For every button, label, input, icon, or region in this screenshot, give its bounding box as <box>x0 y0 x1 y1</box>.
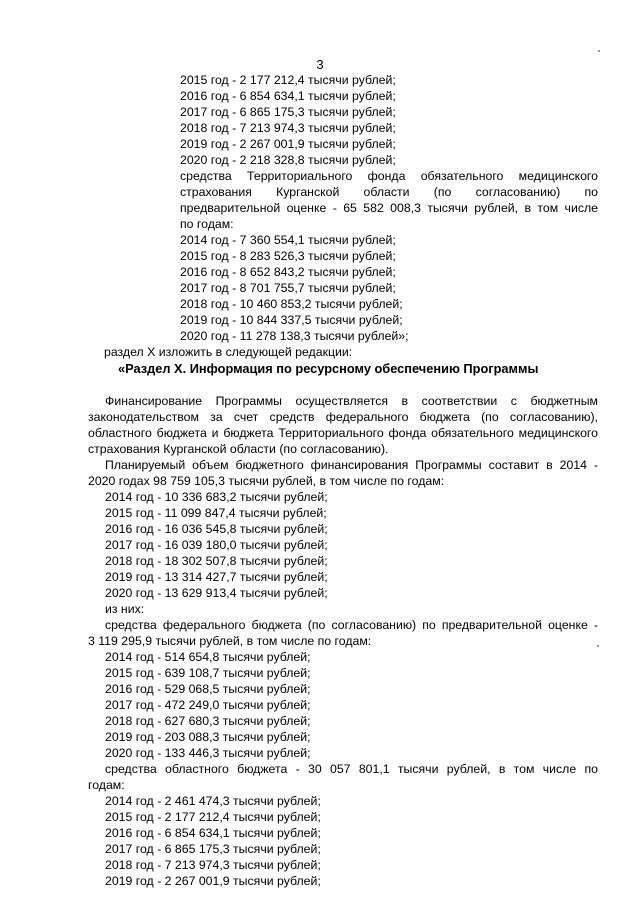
page-number: 3 <box>316 57 324 72</box>
list-item: 2019 год - 13 314 427,7 тысячи рублей; <box>105 570 328 584</box>
list-item: 2018 год - 18 302 507,8 тысячи рублей; <box>105 554 328 568</box>
scan-speck <box>598 50 600 52</box>
list-item: 2014 год - 2 461 474,3 тысячи рублей; <box>105 794 321 808</box>
section-title: «Раздел X. Информация по ресурсному обеспечению Программы <box>118 361 539 376</box>
para2-line: 2020 годах 98 759 105,3 тысячи рублей, в том числе по годам: <box>88 474 445 488</box>
federal-para-line: 3 119 295,9 тысячи рублей, в том числе по годам: <box>88 634 372 648</box>
para1-line: областного бюджета и бюджета Территориального фонда обязательного медицинского <box>88 426 598 440</box>
list-item: 2016 год - 16 036 545,8 тысячи рублей; <box>105 522 328 536</box>
list-item: 2019 год - 2 267 001,9 тысячи рублей; <box>105 874 321 888</box>
list-item: 2017 год - 472 249,0 тысячи рублей; <box>105 698 311 712</box>
list-item: 2019 год - 2 267 001,9 тысячи рублей; <box>180 137 396 151</box>
list-item: 2017 год - 6 865 175,3 тысячи рублей; <box>180 105 396 119</box>
list-item: 2020 год - 11 278 138,3 тысячи рублей»; <box>180 329 409 343</box>
list-item: 2014 год - 514 654,8 тысячи рублей; <box>105 650 311 664</box>
tfoms-para-line: средства Территориального фонда обязательного медицинского <box>180 169 598 183</box>
regional-para-line: средства областного бюджета - 30 057 801,1 тысячи рублей, в том числе по <box>105 762 598 776</box>
list-item: 2017 год - 8 701 755,7 тысячи рублей; <box>180 281 396 295</box>
list-item: 2016 год - 6 854 634,1 тысячи рублей; <box>180 89 396 103</box>
list-item: 2018 год - 627 680,3 тысячи рублей; <box>105 714 311 728</box>
scan-speck <box>597 645 599 647</box>
para1-line: страхования Курганской области (по согласованию). <box>88 442 389 456</box>
list-item: 2020 год - 133 446,3 тысячи рублей; <box>105 746 311 760</box>
list-item: 2020 год - 13 629 913,4 тысячи рублей; <box>105 586 328 600</box>
list-item: 2014 год - 10 336 683,2 тысячи рублей; <box>105 490 328 504</box>
list-item: 2014 год - 7 360 554,1 тысячи рублей; <box>180 233 396 247</box>
list-item: 2020 год - 2 218 328,8 тысячи рублей; <box>180 153 396 167</box>
list-item: 2017 год - 16 039 180,0 тысячи рублей; <box>105 538 328 552</box>
tfoms-para-line: страхования Курганской области (по согласованию) по <box>180 185 598 199</box>
list-item: 2015 год - 2 177 212,4 тысячи рублей; <box>105 810 321 824</box>
list-item: 2018 год - 10 460 853,2 тысячи рублей; <box>180 297 403 311</box>
para2-line: Планируемый объем бюджетного финансирования Программы составит в 2014 - <box>105 458 598 472</box>
list-item: 2018 год - 7 213 974,3 тысячи рублей; <box>180 121 396 135</box>
list-item: 2017 год - 6 865 175,3 тысячи рублей; <box>105 842 321 856</box>
list-item: 2016 год - 8 652 843,2 тысячи рублей; <box>180 265 396 279</box>
list-item: 2016 год - 6 854 634,1 тысячи рублей; <box>105 826 321 840</box>
list-item: 2019 год - 10 844 337,5 тысячи рублей; <box>180 313 403 327</box>
of-them-label: из них: <box>105 602 145 616</box>
list-item: 2015 год - 11 099 847,4 тысячи рублей; <box>105 506 327 520</box>
para1-line: Финансирование Программы осуществляется в соответствии с бюджетным <box>105 394 598 408</box>
tfoms-para-line: по годам: <box>180 217 234 231</box>
list-item: 2018 год - 7 213 974,3 тысячи рублей; <box>105 858 321 872</box>
regional-para-line: годам: <box>88 778 125 792</box>
para1-line: законодательством за счет средств федерального бюджета (по согласованию), <box>88 410 598 424</box>
list-item: 2015 год - 2 177 212,4 тысячи рублей; <box>180 73 396 87</box>
section-intro: раздел X изложить в следующей редакции: <box>104 345 353 359</box>
list-item: 2015 год - 8 283 526,3 тысячи рублей; <box>180 249 396 263</box>
list-item: 2015 год - 639 108,7 тысячи рублей; <box>105 666 311 680</box>
federal-para-line: средства федерального бюджета (по согласованию) по предварительной оценке - <box>105 618 598 632</box>
tfoms-para-line: предварительной оценке - 65 582 008,3 тысячи рублей, в том числе <box>180 201 598 215</box>
list-item: 2019 год - 203 088,3 тысячи рублей; <box>105 730 311 744</box>
list-item: 2016 год - 529 068,5 тысячи рублей; <box>105 682 311 696</box>
